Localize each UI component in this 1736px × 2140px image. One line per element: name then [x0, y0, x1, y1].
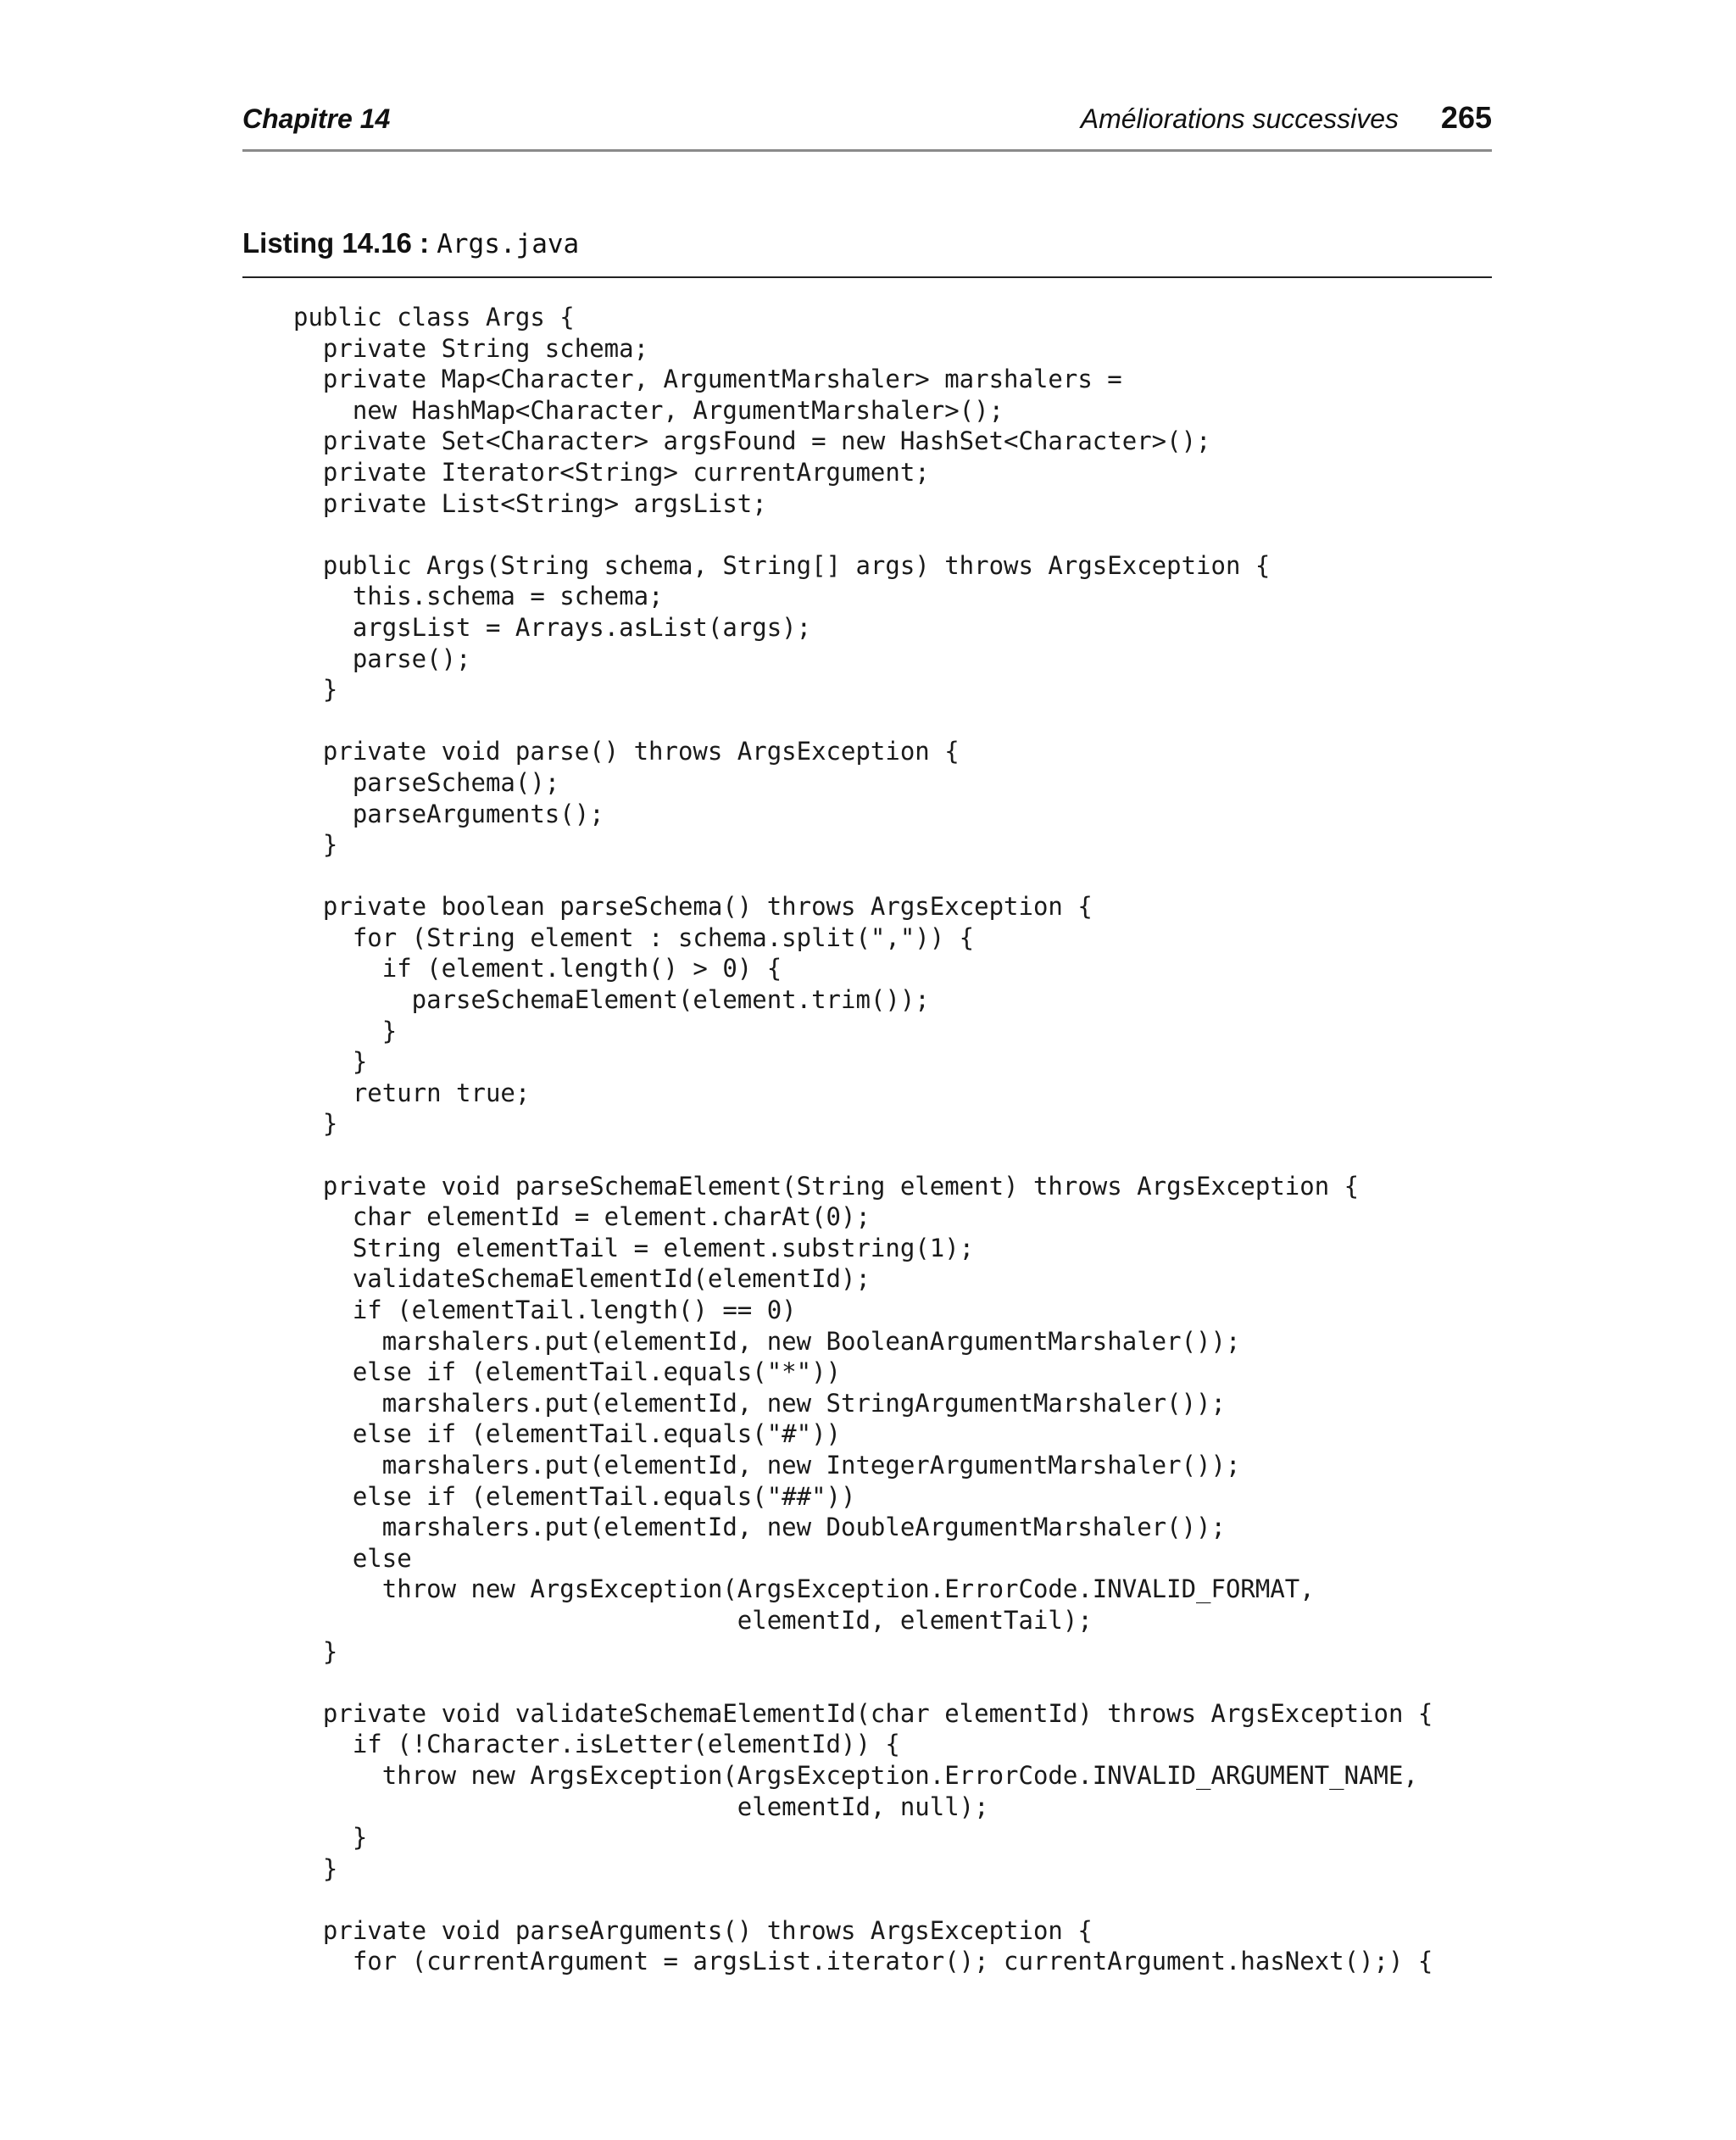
code-line: private Set<Character> argsFound = new HashSet<Character>();	[293, 426, 1211, 456]
code-line: public Args(String schema, String[] args) throws ArgsException {	[293, 550, 1271, 580]
code-line: this.schema = schema;	[293, 582, 664, 611]
code-line: argsList = Arrays.asList(args);	[293, 612, 812, 642]
code-line: else if (elementTail.equals("##"))	[293, 1481, 856, 1511]
code-line: }	[293, 1823, 368, 1853]
code-line: private void parse() throws ArgsException {	[293, 737, 960, 766]
code-listing	[293, 302, 1492, 1977]
code-line: else if (elementTail.equals("#"))	[293, 1419, 842, 1449]
code-line: marshalers.put(elementId, new StringArgumentMarshaler());	[293, 1388, 1226, 1418]
book-page	[242, 0, 1492, 2140]
code-line: parseArguments();	[293, 799, 604, 828]
code-line: }	[293, 1016, 398, 1045]
code-line: private Iterator<String> currentArgument;	[293, 457, 930, 487]
code-line: char elementId = element.charAt(0);	[293, 1202, 871, 1232]
code-line: marshalers.put(elementId, new IntegerArgumentMarshaler());	[293, 1450, 1241, 1480]
code-line: parseSchema();	[293, 767, 560, 797]
code-line: private String schema;	[293, 333, 649, 363]
code-line: private void parseArguments() throws ArgsException {	[293, 1915, 1093, 1945]
code-line: public class Args {	[293, 303, 575, 332]
code-line	[293, 705, 1492, 737]
code-line: if (!Character.isLetter(elementId)) {	[293, 1730, 900, 1759]
code-line: private boolean parseSchema() throws ArgsException {	[293, 892, 1093, 922]
code-line: parse();	[293, 644, 471, 673]
code-line: if (element.length() > 0) {	[293, 954, 782, 984]
code-line: private Map<Character, ArgumentMarshaler> marshalers =	[293, 365, 1122, 394]
header-rule	[242, 149, 1492, 152]
code-line: String elementTail = element.substring(1);	[293, 1233, 975, 1262]
caption-rule	[242, 276, 1492, 278]
section-title: Améliorations successives	[1080, 103, 1399, 134]
code-line: for (String element : schema.split(",")) {	[293, 922, 975, 952]
code-line: else	[293, 1543, 412, 1573]
code-line: validateSchemaElementId(elementId);	[293, 1264, 871, 1294]
code-line: }	[293, 1047, 368, 1077]
code-line: private List<String> argsList;	[293, 488, 767, 518]
code-line	[293, 1667, 1492, 1698]
code-line: }	[293, 675, 338, 705]
code-line	[293, 1884, 1492, 1915]
code-line: return true;	[293, 1078, 531, 1107]
code-line: }	[293, 830, 338, 860]
page-number: 265	[1440, 100, 1492, 135]
code-line: }	[293, 1636, 338, 1666]
running-header	[242, 100, 1492, 141]
code-line: marshalers.put(elementId, new BooleanArgumentMarshaler());	[293, 1326, 1241, 1356]
chapter-label: Chapitre 14	[242, 103, 391, 134]
listing-filename: Args.java	[437, 229, 580, 259]
code-line: throw new ArgsException(ArgsException.ErrorCode.INVALID_FORMAT,	[293, 1574, 1315, 1604]
code-line: else if (elementTail.equals("*"))	[293, 1357, 842, 1387]
code-line: }	[293, 1853, 338, 1883]
code-line: throw new ArgsException(ArgsException.ErrorCode.INVALID_ARGUMENT_NAME,	[293, 1760, 1418, 1790]
code-line	[293, 861, 1492, 892]
code-line: private void validateSchemaElementId(char elementId) throws ArgsException {	[293, 1698, 1433, 1728]
code-line	[293, 1140, 1492, 1171]
code-line: parseSchemaElement(element.trim());	[293, 985, 930, 1015]
listing-caption	[242, 227, 579, 259]
code-line: elementId, null);	[293, 1792, 989, 1821]
code-line: elementId, elementTail);	[293, 1605, 1093, 1635]
code-line: new HashMap<Character, ArgumentMarshaler>();	[293, 395, 1004, 425]
listing-label: Listing 14.16 :	[242, 227, 430, 259]
code-line: for (currentArgument = argsList.iterator(); currentArgument.hasNext();) {	[293, 1947, 1433, 1976]
code-line: marshalers.put(elementId, new DoubleArgumentMarshaler());	[293, 1513, 1226, 1542]
code-line: private void parseSchemaElement(String element) throws ArgsException {	[293, 1171, 1360, 1201]
code-line: if (elementTail.length() == 0)	[293, 1296, 797, 1324]
code-line: }	[293, 1109, 338, 1139]
code-line	[293, 519, 1492, 550]
